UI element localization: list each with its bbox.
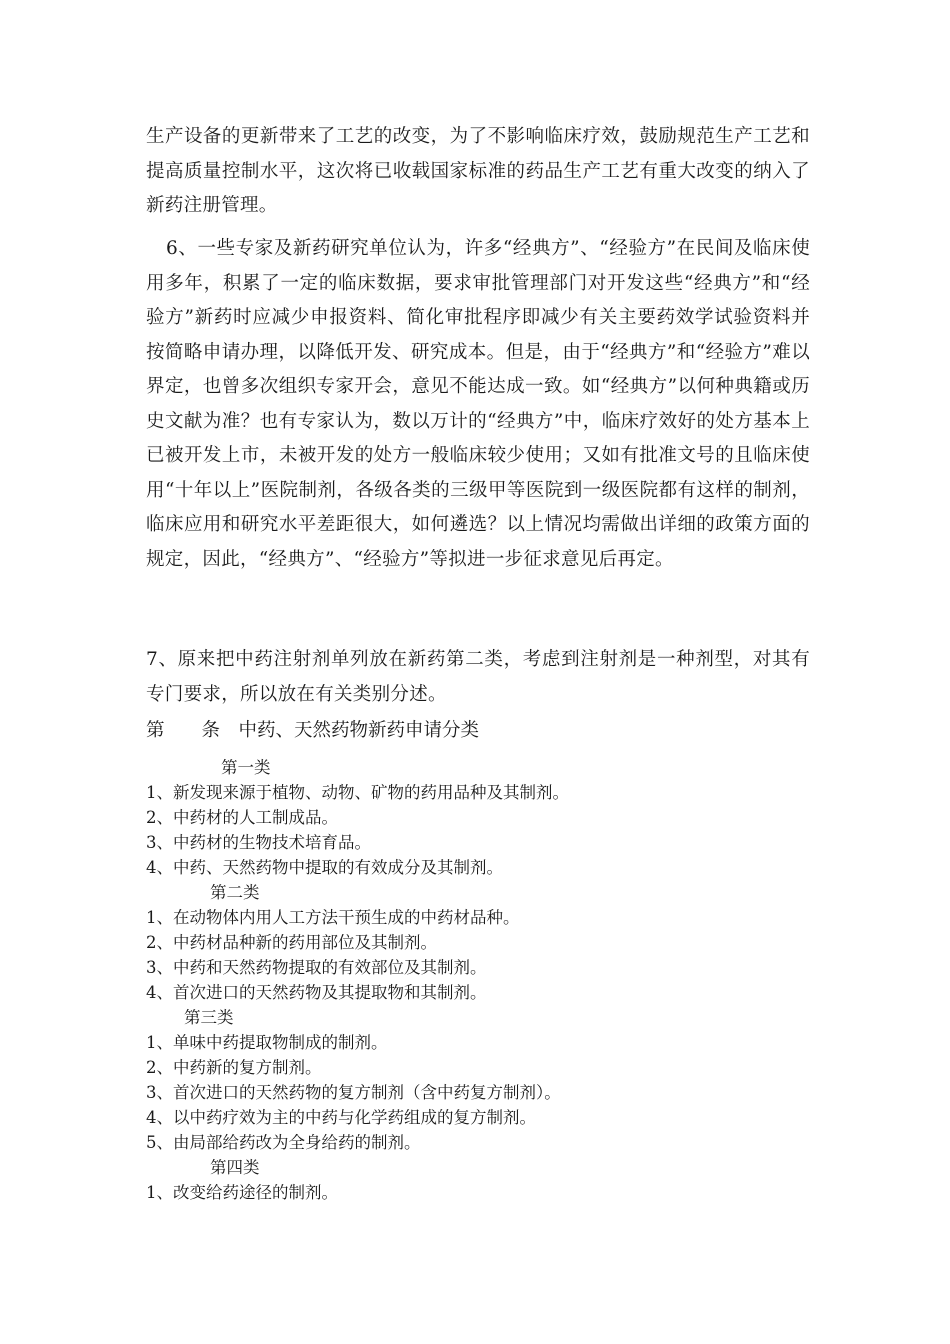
list-item: 1、新发现来源于植物、动物、矿物的药用品种及其制剂。: [146, 783, 569, 802]
article-heading: 第 条 中药、天然药物新药申请分类: [146, 720, 480, 741]
list-item: 3、中药和天然药物提取的有效部位及其制剂。: [146, 958, 487, 977]
category-list: [146, 755, 810, 1205]
paragraph-injection: 7、原来把中药注射剂单列放在新药第二类，考虑到注射剂是一种剂型，对其有专门要求，所以放在有关类别分述。: [146, 649, 810, 705]
category-title: 第四类: [210, 1158, 260, 1177]
list-item: 4、以中药疗效为主的中药与化学药组成的复方制剂。: [146, 1108, 536, 1127]
list-item: 2、中药材品种新的药用部位及其制剂。: [146, 933, 437, 952]
list-item: 4、首次进口的天然药物及其提取物和其制剂。: [146, 983, 487, 1002]
list-item: 3、首次进口的天然药物的复方制剂（含中药复方制剂）。: [146, 1083, 561, 1102]
category-title: 第三类: [184, 1008, 234, 1027]
list-item: 2、中药材的人工制成品。: [146, 808, 338, 827]
list-item: 1、在动物体内用人工方法干预生成的中药材品种。: [146, 908, 520, 927]
category-title: 第二类: [210, 883, 260, 902]
paragraph-classic-prescriptions: 6、一些专家及新药研究单位认为，许多“经典方”、“经验方”在民间及临床使用多年，积累了一定的临床数据，要求审批管理部门对开发这些“经典方”和“经验方”新药时应减少申报资料、简化审批程序即减少有关主要药效学试验资料并按简略申请办理，以降低开发、研究成本。但是，由于“经典方”和“经验方”难以界定，也曾多次组织专家开会，意见不能达成一致。如“经典方”以何种典籍或历史文献为准？也有专家认为，数以万计的“经典方”中，临床疗效好的处方基本上已被开发上市，未被开发的处方一般临床较少使用；又如有批准文号的且临床使用“十年以上”医院制剂，各级各类的三级甲等医院到一级医院都有这样的制剂，临床应用和研究水平差距很大，如何遴选？以上情况均需做出详细的政策方面的规定，因此，“经典方”、“经验方”等拟进一步征求意见后再定。: [146, 238, 810, 570]
list-item: 4、中药、天然药物中提取的有效成分及其制剂。: [146, 858, 503, 877]
list-item: 2、中药新的复方制剂。: [146, 1058, 322, 1077]
paragraph-process-change: 生产设备的更新带来了工艺的改变，为了不影响临床疗效，鼓励规范生产工艺和提高质量控制水平，这次将已收载国家标准的药品生产工艺有重大改变的纳入了新药注册管理。: [146, 126, 810, 216]
list-item: 1、单味中药提取物制成的制剂。: [146, 1033, 388, 1052]
list-item: 1、改变给药途径的制剂。: [146, 1183, 338, 1202]
list-item: 5、由局部给药改为全身给药的制剂。: [146, 1133, 421, 1152]
category-title: 第一类: [221, 758, 271, 777]
list-item: 3、中药材的生物技术培育品。: [146, 833, 371, 852]
